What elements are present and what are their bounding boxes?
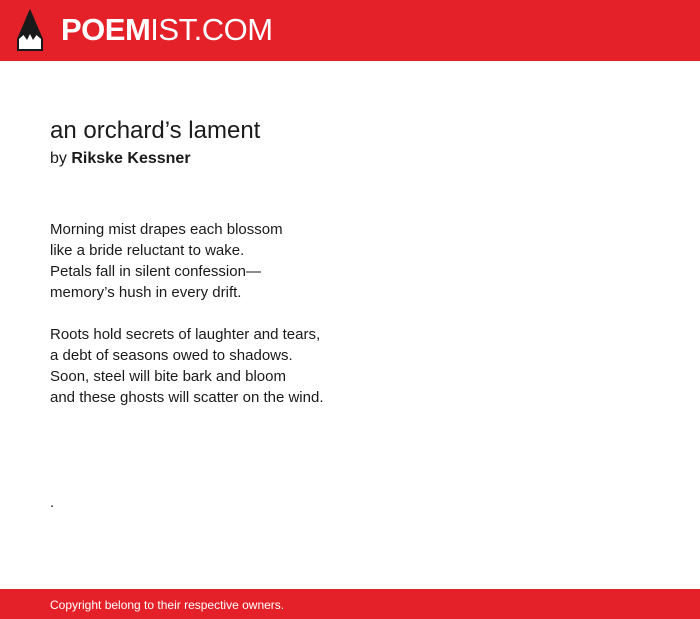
trailing-mark: . bbox=[50, 494, 55, 511]
poem-author: Rikske Kessner bbox=[71, 150, 191, 167]
poem-line: Roots hold secrets of laughter and tears, bbox=[50, 326, 321, 343]
logo-text-light: IST.COM bbox=[150, 12, 273, 47]
pencil-tip-icon[interactable] bbox=[17, 9, 43, 51]
site-footer bbox=[0, 589, 700, 619]
byline-prefix: by bbox=[50, 150, 67, 167]
site-header bbox=[0, 0, 700, 61]
poem-stanza bbox=[50, 219, 283, 303]
poem-line: Soon, steel will bite bark and bloom bbox=[50, 368, 286, 385]
poem-line: Petals fall in silent confession— bbox=[50, 263, 261, 280]
poem-line: memory’s hush in every drift. bbox=[50, 284, 242, 301]
poem-line: like a bride reluctant to wake. bbox=[50, 242, 245, 259]
poem-byline bbox=[50, 149, 191, 169]
poem-line: a debt of seasons owed to shadows. bbox=[50, 347, 293, 364]
site-logo[interactable] bbox=[61, 12, 273, 48]
poem-line: and these ghosts will scatter on the wind. bbox=[50, 389, 324, 406]
copyright-text: Copyright belong to their respective owners. bbox=[50, 598, 285, 612]
logo-text-bold: POEM bbox=[61, 12, 151, 47]
poem-stanza bbox=[50, 324, 324, 408]
poem-title: an orchard’s lament bbox=[50, 117, 261, 144]
poem-line: Morning mist drapes each blossom bbox=[50, 221, 283, 238]
